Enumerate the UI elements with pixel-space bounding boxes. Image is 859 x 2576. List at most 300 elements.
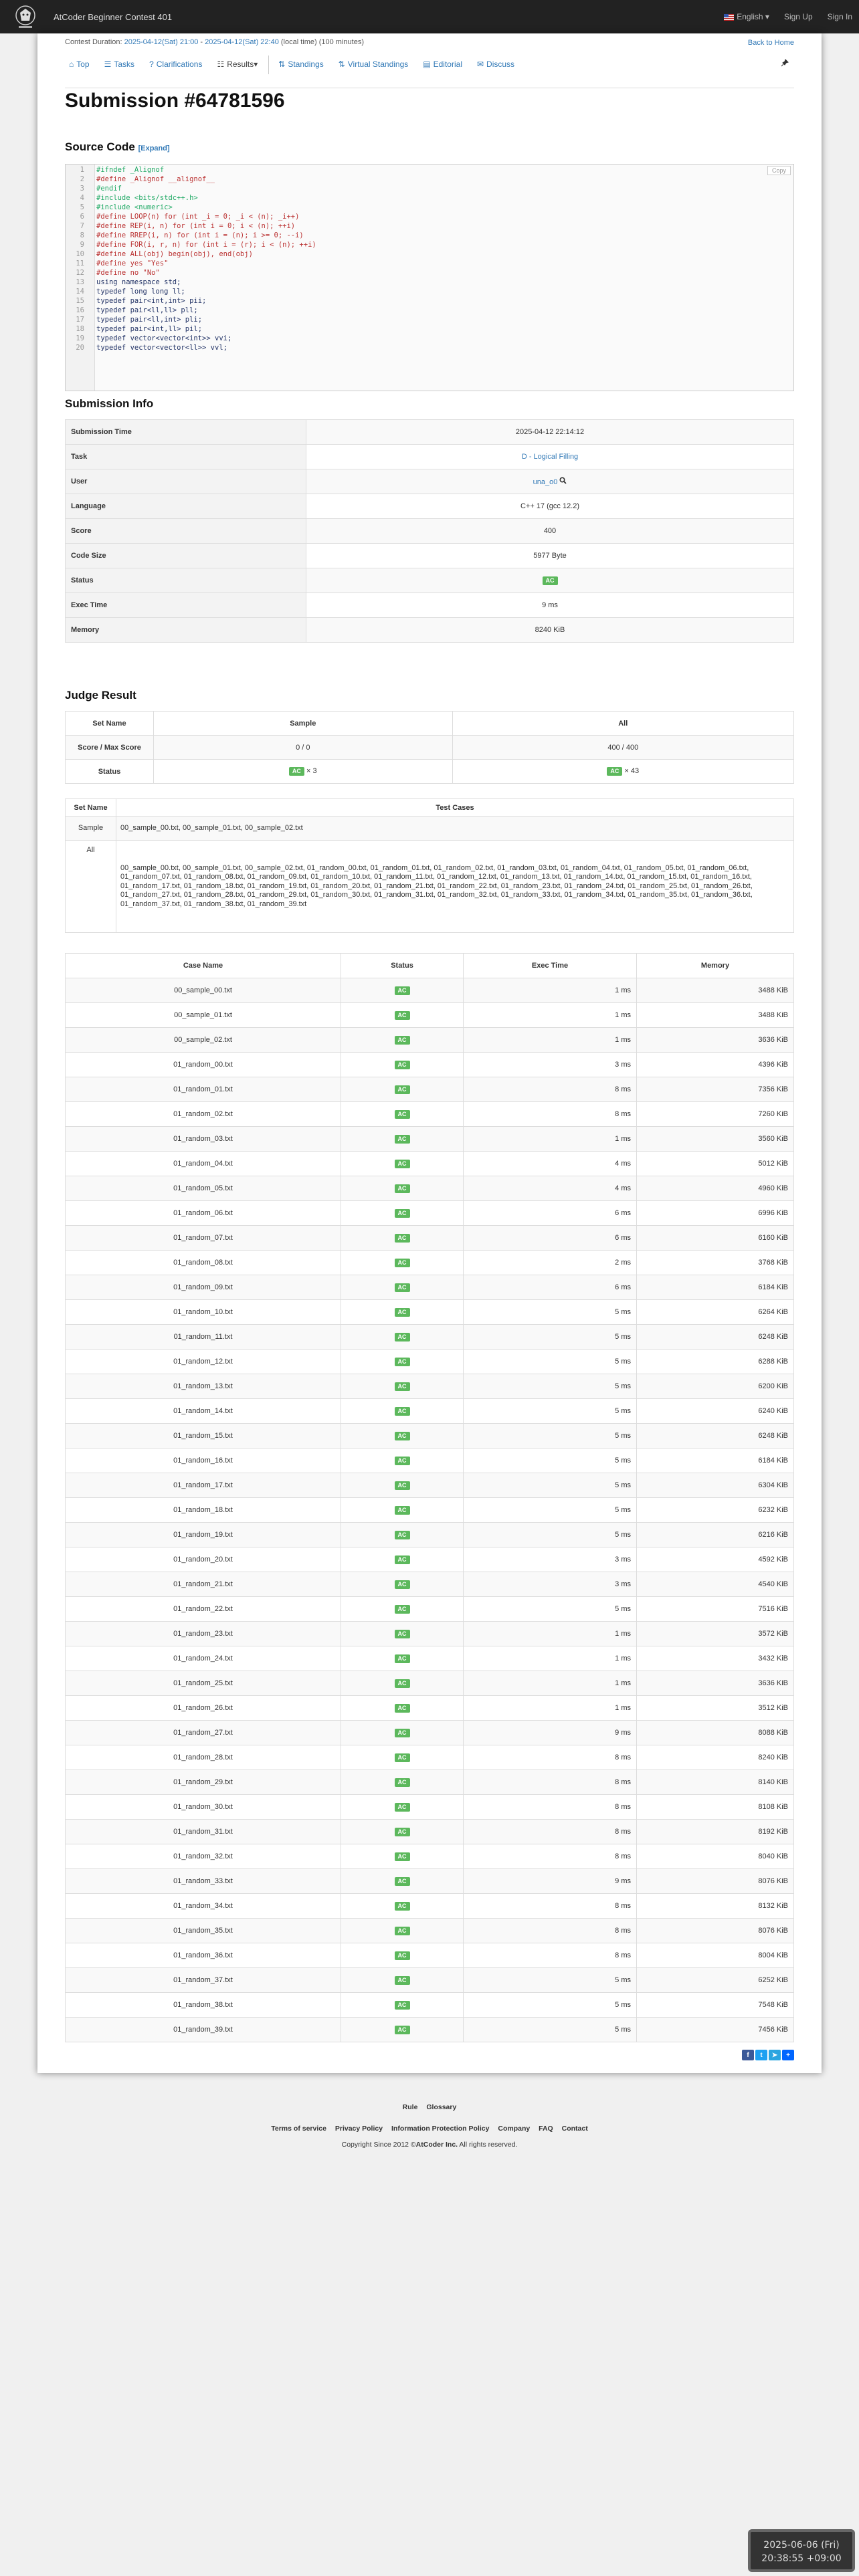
case-name: 01_random_39.txt bbox=[66, 2018, 341, 2042]
ac-badge: AC bbox=[395, 1679, 410, 1688]
footer-link-info-protection[interactable]: Information Protection Policy bbox=[391, 2125, 490, 2133]
case-status bbox=[341, 1251, 464, 1275]
case-memory: 3560 KiB bbox=[637, 1127, 794, 1152]
case-status bbox=[341, 1473, 464, 1498]
line-number: 2 bbox=[80, 175, 84, 183]
code-line bbox=[66, 193, 793, 203]
code-text: #include <bits/stdc++.h> bbox=[96, 194, 198, 202]
header-case-name: Case Name bbox=[66, 954, 341, 978]
case-status bbox=[341, 1597, 464, 1622]
case-status bbox=[341, 1028, 464, 1053]
tasks-icon: ☰ bbox=[104, 60, 112, 69]
case-exec-time: 8 ms bbox=[464, 1943, 637, 1968]
contest-nav-tabs bbox=[65, 56, 794, 88]
case-name: 01_random_09.txt bbox=[66, 1275, 341, 1300]
ac-badge: AC bbox=[395, 1531, 410, 1539]
case-name: 01_random_20.txt bbox=[66, 1547, 341, 1572]
tab-editorial[interactable] bbox=[423, 56, 462, 73]
case-exec-time: 5 ms bbox=[464, 1424, 637, 1448]
tab-label: Discuss bbox=[486, 60, 515, 69]
code-text: typedef pair<int,int> pii; bbox=[96, 297, 207, 305]
code-text: typedef vector<vector<ll>> vvl; bbox=[96, 344, 227, 352]
case-status bbox=[341, 1102, 464, 1127]
line-number: 20 bbox=[76, 344, 84, 352]
sample-status bbox=[154, 760, 453, 784]
submission-info-heading: Submission Info bbox=[65, 397, 154, 410]
source-code-block[interactable] bbox=[65, 164, 794, 391]
case-exec-time: 1 ms bbox=[464, 978, 637, 1003]
user-cell bbox=[306, 469, 794, 494]
search-icon[interactable] bbox=[559, 478, 567, 486]
ac-badge: AC bbox=[395, 1877, 410, 1886]
ac-badge: AC bbox=[395, 1803, 410, 1812]
case-row bbox=[66, 1152, 794, 1176]
case-name: 01_random_22.txt bbox=[66, 1597, 341, 1622]
case-exec-time: 6 ms bbox=[464, 1226, 637, 1251]
case-memory: 6996 KiB bbox=[637, 1201, 794, 1226]
code-line bbox=[66, 184, 793, 193]
clock-date: 2025-06-06 (Fri) bbox=[763, 2540, 840, 2551]
duration-dash: - bbox=[198, 38, 205, 46]
case-exec-time: 3 ms bbox=[464, 1053, 637, 1077]
start-time-link[interactable]: 2025-04-12(Sat) 21:00 bbox=[124, 38, 199, 46]
case-status bbox=[341, 1919, 464, 1943]
case-status bbox=[341, 1894, 464, 1919]
tab-top[interactable] bbox=[69, 56, 90, 73]
case-exec-time: 5 ms bbox=[464, 1325, 637, 1350]
case-name: 01_random_19.txt bbox=[66, 1523, 341, 1547]
case-name: 01_random_03.txt bbox=[66, 1127, 341, 1152]
list-icon: ☷ bbox=[217, 60, 225, 69]
case-status bbox=[341, 1844, 464, 1869]
case-memory: 8240 KiB bbox=[637, 1745, 794, 1770]
end-time-link[interactable]: 2025-04-12(Sat) 22:40 bbox=[205, 38, 279, 46]
twitter-icon[interactable]: t bbox=[755, 2050, 767, 2060]
case-exec-time: 2 ms bbox=[464, 1251, 637, 1275]
case-row bbox=[66, 1226, 794, 1251]
top-navbar bbox=[0, 0, 859, 33]
case-status bbox=[341, 1745, 464, 1770]
tab-label: Clarifications bbox=[156, 60, 203, 69]
case-memory: 3488 KiB bbox=[637, 1003, 794, 1028]
footer-link-contact[interactable]: Contact bbox=[561, 2125, 588, 2133]
case-status bbox=[341, 1646, 464, 1671]
case-exec-time: 8 ms bbox=[464, 1919, 637, 1943]
case-status bbox=[341, 1795, 464, 1820]
case-status bbox=[341, 1003, 464, 1028]
case-name: 01_random_05.txt bbox=[66, 1176, 341, 1201]
case-status bbox=[341, 1943, 464, 1968]
case-memory: 6184 KiB bbox=[637, 1448, 794, 1473]
test-cases-table bbox=[65, 953, 794, 2042]
info-key: Code Size bbox=[66, 544, 306, 568]
copyright bbox=[0, 2141, 859, 2149]
ac-badge: AC bbox=[395, 1036, 410, 1045]
case-status bbox=[341, 1152, 464, 1176]
case-memory: 8192 KiB bbox=[637, 1820, 794, 1844]
all-cases-list: 00_sample_00.txt, 00_sample_01.txt, 00_sample_02.txt, 01_random_00.txt, 01_random_01.txt, 01_random_02.txt, 01_random_03.txt, 01_random_04.txt, 01_random_05.txt, 01_random_06.txt, 01_random_07.txt, 01_random_08.txt, 01_random_09.txt, 01_random_10.txt, 01_random_11.txt, 01_random_12.txt, 01_random_13.txt, 01_random_14.txt, 01_random_15.txt, 01_random_16.txt, 01_random_17.txt, 01_random_18.txt, 01_random_19.txt, 01_random_20.txt, 01_random_21.txt, 01_random_22.txt, 01_random_23.txt, 01_random_24.txt, 01_random_25.txt, 01_random_26.txt, 01_random_27.txt, 01_random_28.txt, 01_random_29.txt, 01_random_30.txt, 01_random_31.txt, 01_random_32.txt, 01_random_33.txt, 01_random_34.txt, 01_random_35.txt, 01_random_36.txt, 01_random_37.txt, 01_random_38.txt, 01_random_39.txt bbox=[116, 841, 794, 933]
line-number: 14 bbox=[76, 288, 84, 296]
ac-badge: AC bbox=[395, 1184, 410, 1193]
case-name: 01_random_17.txt bbox=[66, 1473, 341, 1498]
ac-badge: AC bbox=[395, 1234, 410, 1243]
case-exec-time: 5 ms bbox=[464, 1498, 637, 1523]
case-exec-time: 8 ms bbox=[464, 1770, 637, 1795]
code-line bbox=[66, 203, 793, 212]
case-exec-time: 8 ms bbox=[464, 1894, 637, 1919]
case-row bbox=[66, 1350, 794, 1374]
ac-badge: AC bbox=[395, 1704, 410, 1713]
case-status bbox=[341, 1077, 464, 1102]
tab-tasks[interactable] bbox=[104, 56, 134, 73]
case-memory: 8076 KiB bbox=[637, 1869, 794, 1894]
case-status bbox=[341, 1993, 464, 2018]
ac-badge: AC bbox=[395, 1828, 410, 1836]
footer bbox=[0, 2103, 859, 2149]
footer-link-glossary[interactable]: Glossary bbox=[426, 2103, 457, 2111]
ac-badge: AC bbox=[395, 1605, 410, 1614]
case-exec-time: 5 ms bbox=[464, 1300, 637, 1325]
case-memory: 6252 KiB bbox=[637, 1968, 794, 1993]
tab-label: Editorial bbox=[433, 60, 462, 69]
case-row bbox=[66, 1622, 794, 1646]
status-badge: AC bbox=[543, 576, 558, 585]
clock-time: 20:38:55 +09:00 bbox=[761, 2553, 842, 2564]
footer-link-rule[interactable]: Rule bbox=[402, 2103, 418, 2111]
ac-badge: AC bbox=[395, 1506, 410, 1515]
ac-badge: AC bbox=[395, 1011, 410, 1020]
us-flag-icon bbox=[724, 14, 734, 21]
case-row bbox=[66, 1374, 794, 1399]
ac-badge: AC bbox=[395, 1580, 410, 1589]
judge-header-sample: Sample bbox=[154, 712, 453, 736]
case-memory: 7456 KiB bbox=[637, 2018, 794, 2042]
case-exec-time: 8 ms bbox=[464, 1102, 637, 1127]
all-count: × 43 bbox=[624, 767, 640, 775]
info-row bbox=[66, 519, 794, 544]
footer-link-privacy[interactable]: Privacy Policy bbox=[335, 2125, 383, 2133]
case-row bbox=[66, 1547, 794, 1572]
case-memory: 6248 KiB bbox=[637, 1424, 794, 1448]
info-key: Task bbox=[66, 445, 306, 469]
signup-link[interactable]: Sign Up bbox=[783, 12, 813, 21]
case-row bbox=[66, 1448, 794, 1473]
case-memory: 3488 KiB bbox=[637, 978, 794, 1003]
case-memory: 4540 KiB bbox=[637, 1572, 794, 1597]
case-row bbox=[66, 978, 794, 1003]
ac-badge: AC bbox=[395, 1160, 410, 1168]
case-name: 01_random_06.txt bbox=[66, 1201, 341, 1226]
code-text: #include <numeric> bbox=[96, 203, 173, 211]
case-row bbox=[66, 1943, 794, 1968]
ac-badge: AC bbox=[395, 1382, 410, 1391]
ac-badge: AC bbox=[395, 1333, 410, 1341]
submission-time-value: 2025-04-12 22:14:12 bbox=[306, 420, 794, 445]
case-name: 01_random_28.txt bbox=[66, 1745, 341, 1770]
facebook-icon[interactable]: f bbox=[742, 2050, 754, 2060]
ac-badge: AC bbox=[395, 1259, 410, 1267]
sample-score: 0 / 0 bbox=[154, 736, 453, 760]
case-status bbox=[341, 1968, 464, 1993]
info-key: Memory bbox=[66, 618, 306, 643]
case-exec-time: 4 ms bbox=[464, 1152, 637, 1176]
case-status bbox=[341, 1325, 464, 1350]
footer-link-terms[interactable]: Terms of service bbox=[271, 2125, 326, 2133]
code-text: typedef vector<vector<int>> vvi; bbox=[96, 334, 232, 342]
case-row bbox=[66, 1745, 794, 1770]
case-exec-time: 4 ms bbox=[464, 1176, 637, 1201]
case-row bbox=[66, 1176, 794, 1201]
case-exec-time: 1 ms bbox=[464, 1127, 637, 1152]
line-number: 6 bbox=[80, 213, 84, 221]
judge-result-heading: Judge Result bbox=[65, 689, 136, 702]
case-name: 01_random_01.txt bbox=[66, 1077, 341, 1102]
case-row bbox=[66, 1572, 794, 1597]
case-name: 01_random_23.txt bbox=[66, 1622, 341, 1646]
main-panel bbox=[37, 33, 822, 2073]
case-memory: 7516 KiB bbox=[637, 1597, 794, 1622]
case-name: 01_random_04.txt bbox=[66, 1152, 341, 1176]
case-name: 00_sample_00.txt bbox=[66, 978, 341, 1003]
case-row bbox=[66, 2018, 794, 2042]
case-row bbox=[66, 1028, 794, 1053]
ac-badge: AC bbox=[289, 767, 304, 776]
case-exec-time: 1 ms bbox=[464, 1671, 637, 1696]
ac-badge: AC bbox=[395, 1209, 410, 1218]
footer-link-company[interactable]: Company bbox=[498, 2125, 531, 2133]
header-memory: Memory bbox=[637, 954, 794, 978]
case-status bbox=[341, 1547, 464, 1572]
ac-badge: AC bbox=[395, 1085, 410, 1094]
pin-icon[interactable] bbox=[781, 59, 789, 69]
code-text: #define FOR(i, r, n) for (int i = (r); i < (n); ++i) bbox=[96, 241, 316, 249]
tab-results[interactable] bbox=[217, 56, 258, 73]
case-memory: 6232 KiB bbox=[637, 1498, 794, 1523]
home-icon: ⌂ bbox=[69, 60, 74, 69]
case-name: 01_random_30.txt bbox=[66, 1795, 341, 1820]
case-exec-time: 8 ms bbox=[464, 1795, 637, 1820]
code-text: typedef pair<ll,ll> pll; bbox=[96, 306, 198, 314]
duration-label: Contest Duration: bbox=[65, 38, 122, 46]
tab-separator bbox=[268, 56, 269, 74]
case-row bbox=[66, 1721, 794, 1745]
case-exec-time: 5 ms bbox=[464, 1993, 637, 2018]
line-number: 13 bbox=[76, 278, 84, 286]
code-line bbox=[66, 175, 793, 184]
case-exec-time: 5 ms bbox=[464, 2018, 637, 2042]
case-name: 01_random_34.txt bbox=[66, 1894, 341, 1919]
source-heading-text: Source Code bbox=[65, 140, 135, 153]
case-memory: 3512 KiB bbox=[637, 1696, 794, 1721]
case-status bbox=[341, 1201, 464, 1226]
case-name: 01_random_26.txt bbox=[66, 1696, 341, 1721]
case-memory: 8140 KiB bbox=[637, 1770, 794, 1795]
case-name: 01_random_14.txt bbox=[66, 1399, 341, 1424]
back-home-link[interactable]: Back to Home bbox=[747, 39, 794, 47]
case-name: 01_random_10.txt bbox=[66, 1300, 341, 1325]
question-icon: ? bbox=[149, 60, 154, 69]
source-code-heading bbox=[65, 140, 170, 154]
language-label: English bbox=[737, 12, 763, 21]
ac-badge: AC bbox=[395, 1778, 410, 1787]
code-text: #ifndef _Alignof bbox=[96, 166, 165, 174]
sample-count: × 3 bbox=[306, 767, 317, 775]
code-line bbox=[66, 334, 793, 343]
tab-standings[interactable] bbox=[278, 56, 323, 73]
ac-badge: AC bbox=[395, 1432, 410, 1440]
task-link[interactable]: D - Logical Filling bbox=[521, 453, 579, 461]
case-exec-time: 8 ms bbox=[464, 1077, 637, 1102]
code-line bbox=[66, 259, 793, 268]
code-text: typedef long long ll; bbox=[96, 288, 185, 296]
case-status bbox=[341, 1448, 464, 1473]
case-name: 01_random_37.txt bbox=[66, 1968, 341, 1993]
case-status bbox=[341, 1696, 464, 1721]
task-cell bbox=[306, 445, 794, 469]
footer-link-faq[interactable]: FAQ bbox=[539, 2125, 553, 2133]
ac-badge: AC bbox=[395, 1481, 410, 1490]
line-number: 17 bbox=[76, 316, 84, 324]
case-exec-time: 6 ms bbox=[464, 1201, 637, 1226]
case-status bbox=[341, 1869, 464, 1894]
status-cell bbox=[306, 568, 794, 593]
case-status bbox=[341, 1671, 464, 1696]
case-row bbox=[66, 1325, 794, 1350]
case-memory: 6304 KiB bbox=[637, 1473, 794, 1498]
case-memory: 3572 KiB bbox=[637, 1622, 794, 1646]
case-name: 01_random_07.txt bbox=[66, 1226, 341, 1251]
info-row bbox=[66, 544, 794, 568]
line-number: 1 bbox=[80, 166, 84, 174]
case-row bbox=[66, 1993, 794, 2018]
ac-badge: AC bbox=[395, 1457, 410, 1465]
case-name: 01_random_33.txt bbox=[66, 1869, 341, 1894]
case-name: 01_random_02.txt bbox=[66, 1102, 341, 1127]
set-name-sample: Sample bbox=[66, 817, 116, 841]
case-row bbox=[66, 1646, 794, 1671]
case-exec-time: 1 ms bbox=[464, 1003, 637, 1028]
atcoder-logo[interactable] bbox=[9, 1, 41, 32]
case-name: 01_random_32.txt bbox=[66, 1844, 341, 1869]
ac-badge: AC bbox=[607, 767, 622, 776]
signin-link[interactable]: Sign In bbox=[827, 12, 852, 21]
info-key: Exec Time bbox=[66, 593, 306, 618]
code-text: #define RREP(i, n) for (int i = (n); i >= 0; --i) bbox=[96, 231, 304, 239]
case-row bbox=[66, 1003, 794, 1028]
case-row bbox=[66, 1869, 794, 1894]
footer-row-2 bbox=[0, 2125, 859, 2133]
user-link[interactable]: una_o0 bbox=[533, 478, 558, 486]
tab-clarifications[interactable] bbox=[149, 56, 202, 73]
case-exec-time: 5 ms bbox=[464, 1473, 637, 1498]
case-status bbox=[341, 1770, 464, 1795]
case-name: 00_sample_02.txt bbox=[66, 1028, 341, 1053]
code-text: #define no "No" bbox=[96, 269, 160, 277]
case-memory: 3636 KiB bbox=[637, 1671, 794, 1696]
code-text: typedef pair<ll,int> pli; bbox=[96, 316, 203, 324]
case-row bbox=[66, 1077, 794, 1102]
code-text: using namespace std; bbox=[96, 278, 181, 286]
case-memory: 8132 KiB bbox=[637, 1894, 794, 1919]
ac-badge: AC bbox=[395, 2026, 410, 2034]
language-dropdown[interactable]: English ▾ bbox=[724, 12, 769, 21]
copy-button[interactable]: Copy bbox=[767, 166, 791, 175]
case-row bbox=[66, 1671, 794, 1696]
line-number: 11 bbox=[76, 259, 84, 267]
code-text: #endif bbox=[96, 185, 122, 193]
share-plus-icon[interactable]: + bbox=[782, 2050, 794, 2060]
code-text: #define LOOP(n) for (int _i = 0; _i < (n); _i++) bbox=[96, 213, 300, 221]
case-row bbox=[66, 1251, 794, 1275]
case-name: 01_random_15.txt bbox=[66, 1424, 341, 1448]
case-status bbox=[341, 1572, 464, 1597]
info-row bbox=[66, 420, 794, 445]
contest-brand[interactable]: AtCoder Beginner Contest 401 bbox=[54, 11, 173, 22]
sets-header-cases: Test Cases bbox=[116, 799, 794, 817]
case-memory: 8088 KiB bbox=[637, 1721, 794, 1745]
case-memory: 4396 KiB bbox=[637, 1053, 794, 1077]
case-status bbox=[341, 978, 464, 1003]
case-status bbox=[341, 1127, 464, 1152]
tab-label: Results bbox=[227, 60, 254, 69]
case-exec-time: 1 ms bbox=[464, 1696, 637, 1721]
case-name: 01_random_18.txt bbox=[66, 1498, 341, 1523]
case-memory: 7260 KiB bbox=[637, 1102, 794, 1127]
case-name: 01_random_27.txt bbox=[66, 1721, 341, 1745]
set-name-all: All bbox=[66, 841, 116, 933]
case-exec-time: 5 ms bbox=[464, 1374, 637, 1399]
case-status bbox=[341, 1498, 464, 1523]
caret-down-icon: ▾ bbox=[254, 60, 258, 69]
case-exec-time: 8 ms bbox=[464, 1745, 637, 1770]
case-row bbox=[66, 1053, 794, 1077]
share-buttons bbox=[742, 2050, 794, 2060]
case-memory: 8108 KiB bbox=[637, 1795, 794, 1820]
code-size-value: 5977 Byte bbox=[306, 544, 794, 568]
ac-badge: AC bbox=[395, 1555, 410, 1564]
case-memory: 3636 KiB bbox=[637, 1028, 794, 1053]
case-name: 01_random_13.txt bbox=[66, 1374, 341, 1399]
score-value: 400 bbox=[306, 519, 794, 544]
memory-value: 8240 KiB bbox=[306, 618, 794, 643]
case-status bbox=[341, 1176, 464, 1201]
code-text: #define ALL(obj) begin(obj), end(obj) bbox=[96, 250, 253, 258]
case-row bbox=[66, 1201, 794, 1226]
tab-label: Virtual Standings bbox=[347, 60, 409, 69]
ac-badge: AC bbox=[395, 1283, 410, 1292]
case-row bbox=[66, 1399, 794, 1424]
line-number: 4 bbox=[80, 194, 84, 202]
fixed-clock bbox=[748, 2529, 855, 2572]
case-memory: 3432 KiB bbox=[637, 1646, 794, 1671]
page-title: Submission #64781596 bbox=[65, 90, 285, 112]
judge-header-all: All bbox=[452, 712, 793, 736]
case-exec-time: 9 ms bbox=[464, 1721, 637, 1745]
case-memory: 6288 KiB bbox=[637, 1350, 794, 1374]
tab-discuss[interactable] bbox=[477, 56, 514, 73]
tab-virtual-standings[interactable] bbox=[339, 56, 409, 73]
code-text: #define yes "Yes" bbox=[96, 259, 169, 267]
case-memory: 8076 KiB bbox=[637, 1919, 794, 1943]
ac-badge: AC bbox=[395, 1308, 410, 1317]
sample-cases-list: 00_sample_00.txt, 00_sample_01.txt, 00_sample_02.txt bbox=[116, 817, 794, 841]
case-memory: 7548 KiB bbox=[637, 1993, 794, 2018]
case-memory: 6184 KiB bbox=[637, 1275, 794, 1300]
expand-button[interactable]: [Expand] bbox=[138, 144, 170, 152]
code-line bbox=[66, 212, 793, 221]
telegram-icon[interactable]: ➤ bbox=[769, 2050, 781, 2060]
info-row bbox=[66, 445, 794, 469]
